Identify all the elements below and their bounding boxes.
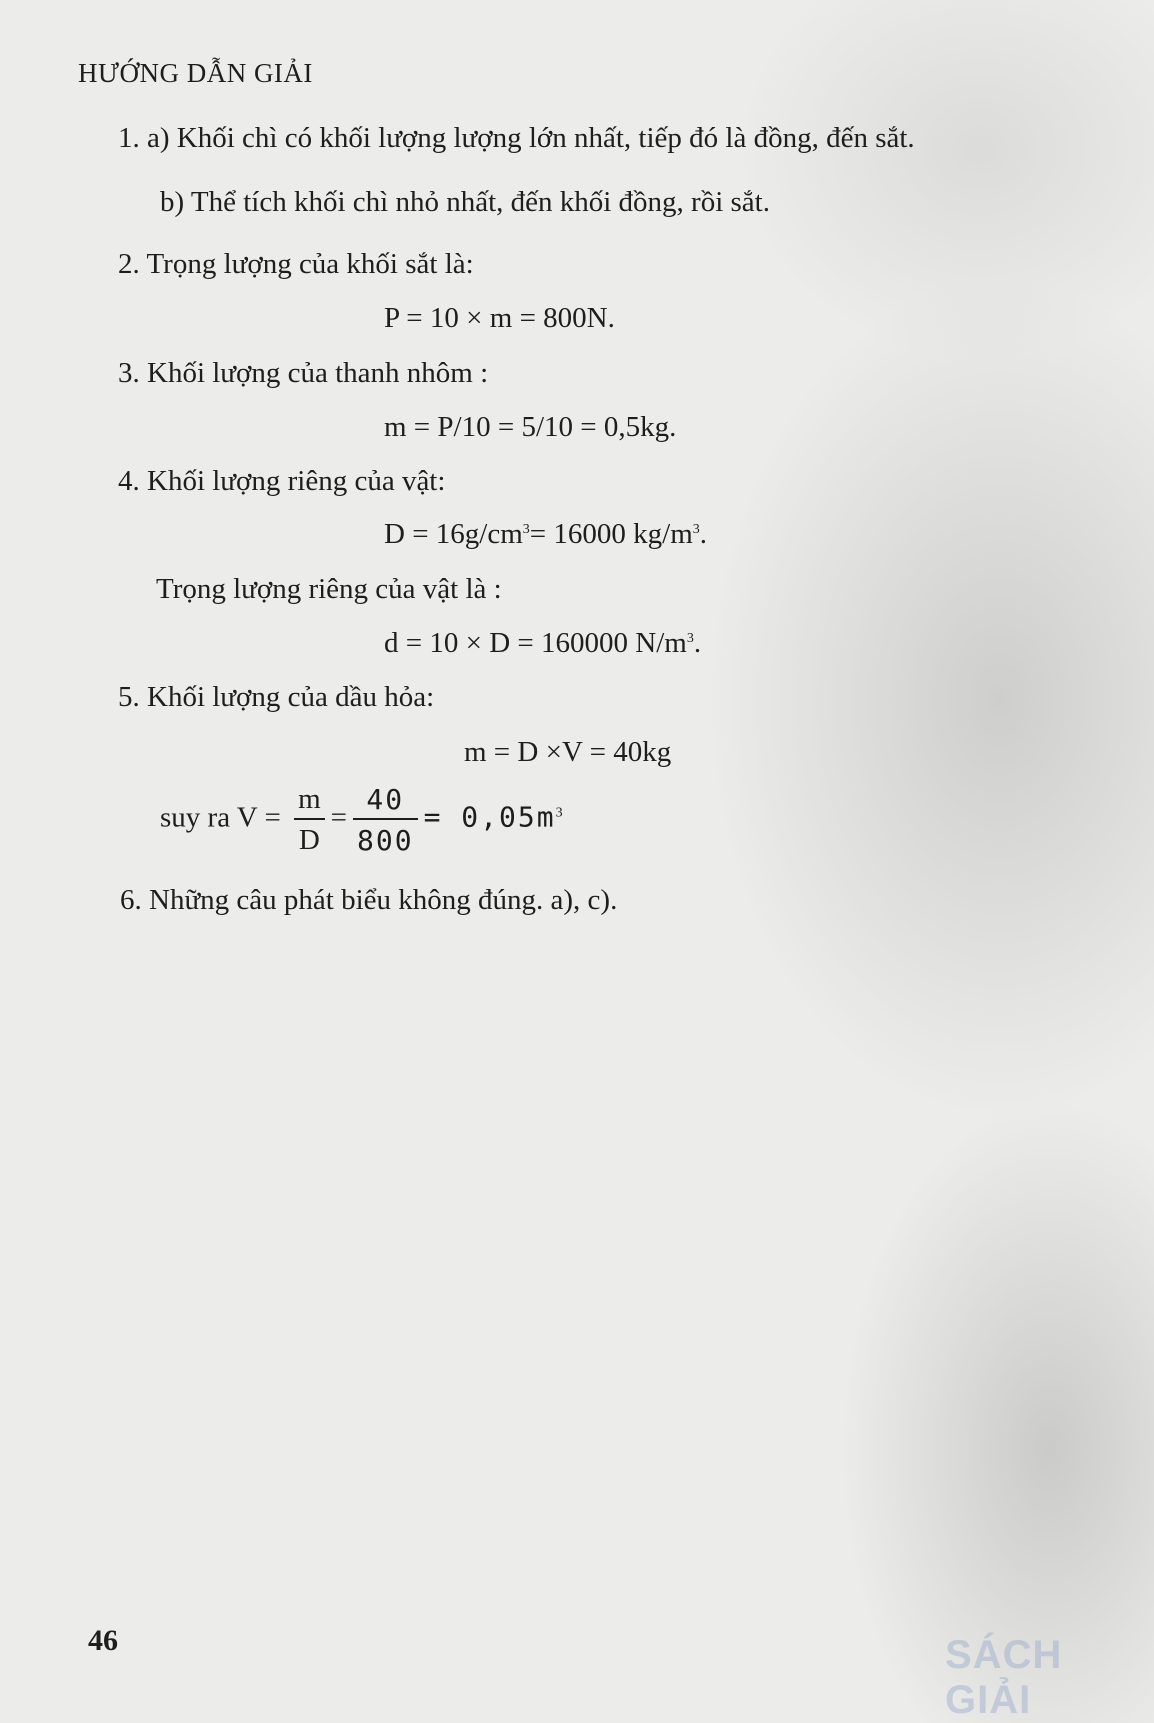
answer-1a: 1. a) Khối chì có khối lượng lượng lớn nhất, tiếp đó là đồng, đến sắt. <box>118 122 915 154</box>
answer-5-heading: 5. Khối lượng của dầu hỏa: <box>118 681 435 713</box>
answer-5-volume-formula: suy ra V = $\frac{m}{D}$ = $\frac{40}{800}$ = $0,05m^3$ <box>160 783 563 857</box>
answer-2-heading: 2. Trọng lượng của khối sắt là: <box>118 248 474 280</box>
answer-1b: b) Thể tích khối chì nhỏ nhất, đến khối đồng, rồi sắt. <box>160 186 770 218</box>
answer-4-heading: 4. Khối lượng riêng của vật: <box>118 465 446 497</box>
answer-3-formula: m = P/10 = 5/10 = 0,5kg. <box>384 411 677 443</box>
page-number: 46 <box>88 1624 118 1657</box>
answer-4-formula-2: d = 10 × D = 160000 $N/m^3$. <box>384 627 702 659</box>
answer-3-heading: 3. Khối lượng của thanh nhôm : <box>118 357 489 389</box>
answer-4-subheading: Trọng lượng riêng của vật là : <box>156 573 502 605</box>
answer-6: 6. Những câu phát biểu không đúng. a), c). <box>120 884 618 916</box>
answer-5-formula: m = D ×V = 40kg <box>464 736 672 768</box>
fraction-40-over-800: $\frac{40}{800}$ <box>353 783 418 857</box>
section-title: HƯỚNG DẪN GIẢI <box>78 58 313 88</box>
watermark-logo: SÁCH GIẢI <box>945 1633 1063 1722</box>
fraction-m-over-D: $\frac{m}{D}$ <box>294 783 325 857</box>
answer-2-formula: P = 10 × m = 800N. <box>384 302 615 334</box>
answer-4-formula-1: $D = 16g/cm^3= 16000$ $kg/m^3$. <box>384 518 708 550</box>
